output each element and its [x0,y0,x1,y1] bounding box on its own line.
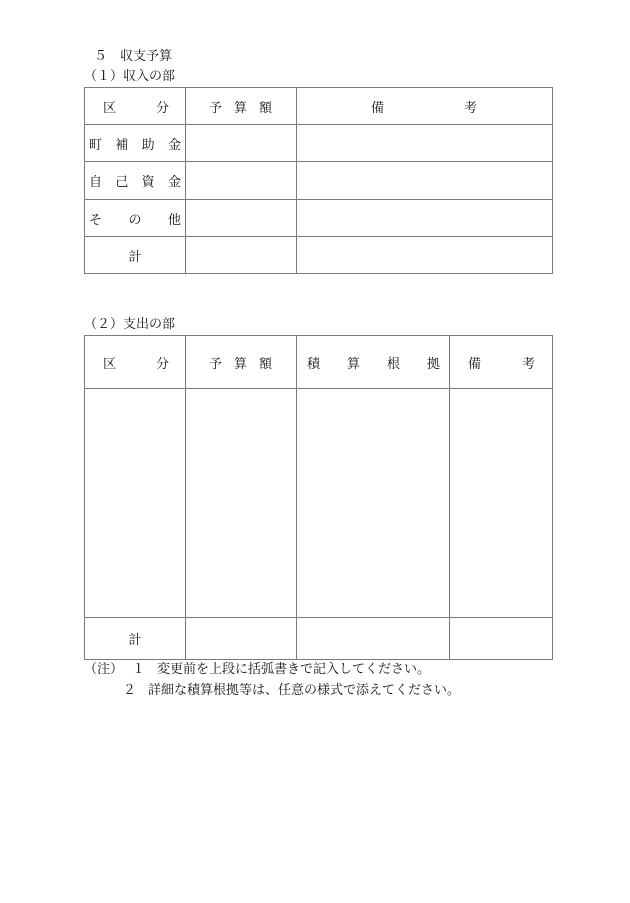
header-remarks: 備 考 [297,88,553,125]
note-line-1 [84,662,430,678]
remarks-cell[interactable] [297,200,553,237]
income-row-other [85,200,553,237]
remarks-cell[interactable] [297,125,553,162]
total-basis-cell[interactable] [297,618,450,660]
note-number: １ [132,662,146,677]
note-label: （注） [84,662,124,677]
income-table [84,87,553,274]
expense-header-row [85,336,553,389]
budget-cell[interactable] [186,125,297,162]
income-header-row [85,88,553,125]
header-category: 区 分 [85,336,186,389]
expense-table [84,335,553,660]
remarks-cell[interactable] [297,162,553,200]
income-heading: （１）収入の部 [84,69,176,84]
row-label: 町 補 助 金 [85,125,186,162]
basis-cell[interactable] [297,389,450,618]
total-remarks-cell[interactable] [297,237,553,274]
total-remarks-cell[interactable] [450,618,553,660]
category-cell[interactable] [85,389,186,618]
budget-cell[interactable] [186,389,297,618]
header-budget: 予 算 額 [186,88,297,125]
row-label: 自 己 資 金 [85,162,186,200]
expense-heading: （２）支出の部 [84,317,176,332]
total-budget-cell[interactable] [186,618,297,660]
header-category: 区 分 [85,88,186,125]
expense-total-row [85,618,553,660]
header-budget: 予 算 額 [186,336,297,389]
expense-body-row [85,389,553,618]
header-basis: 積 算 根 拠 [297,336,450,389]
budget-cell[interactable] [186,200,297,237]
note-text: 変更前を上段に括弧書きで記入してください。 [157,662,431,677]
income-row-town-subsidy [85,125,553,162]
budget-cell[interactable] [186,162,297,200]
section-title: ５ 収支予算 [94,49,173,64]
total-budget-cell[interactable] [186,237,297,274]
remarks-cell[interactable] [450,389,553,618]
income-row-own-funds [85,162,553,200]
total-label: 計 [85,237,186,274]
row-label: そ の 他 [85,200,186,237]
header-remarks: 備 考 [450,336,553,389]
total-label: 計 [85,618,186,660]
note-line-2 [123,683,460,699]
note-number: ２ [123,683,137,698]
income-total-row [85,237,553,274]
note-text: 詳細な積算根拠等は、任意の様式で添えてください。 [148,683,461,698]
